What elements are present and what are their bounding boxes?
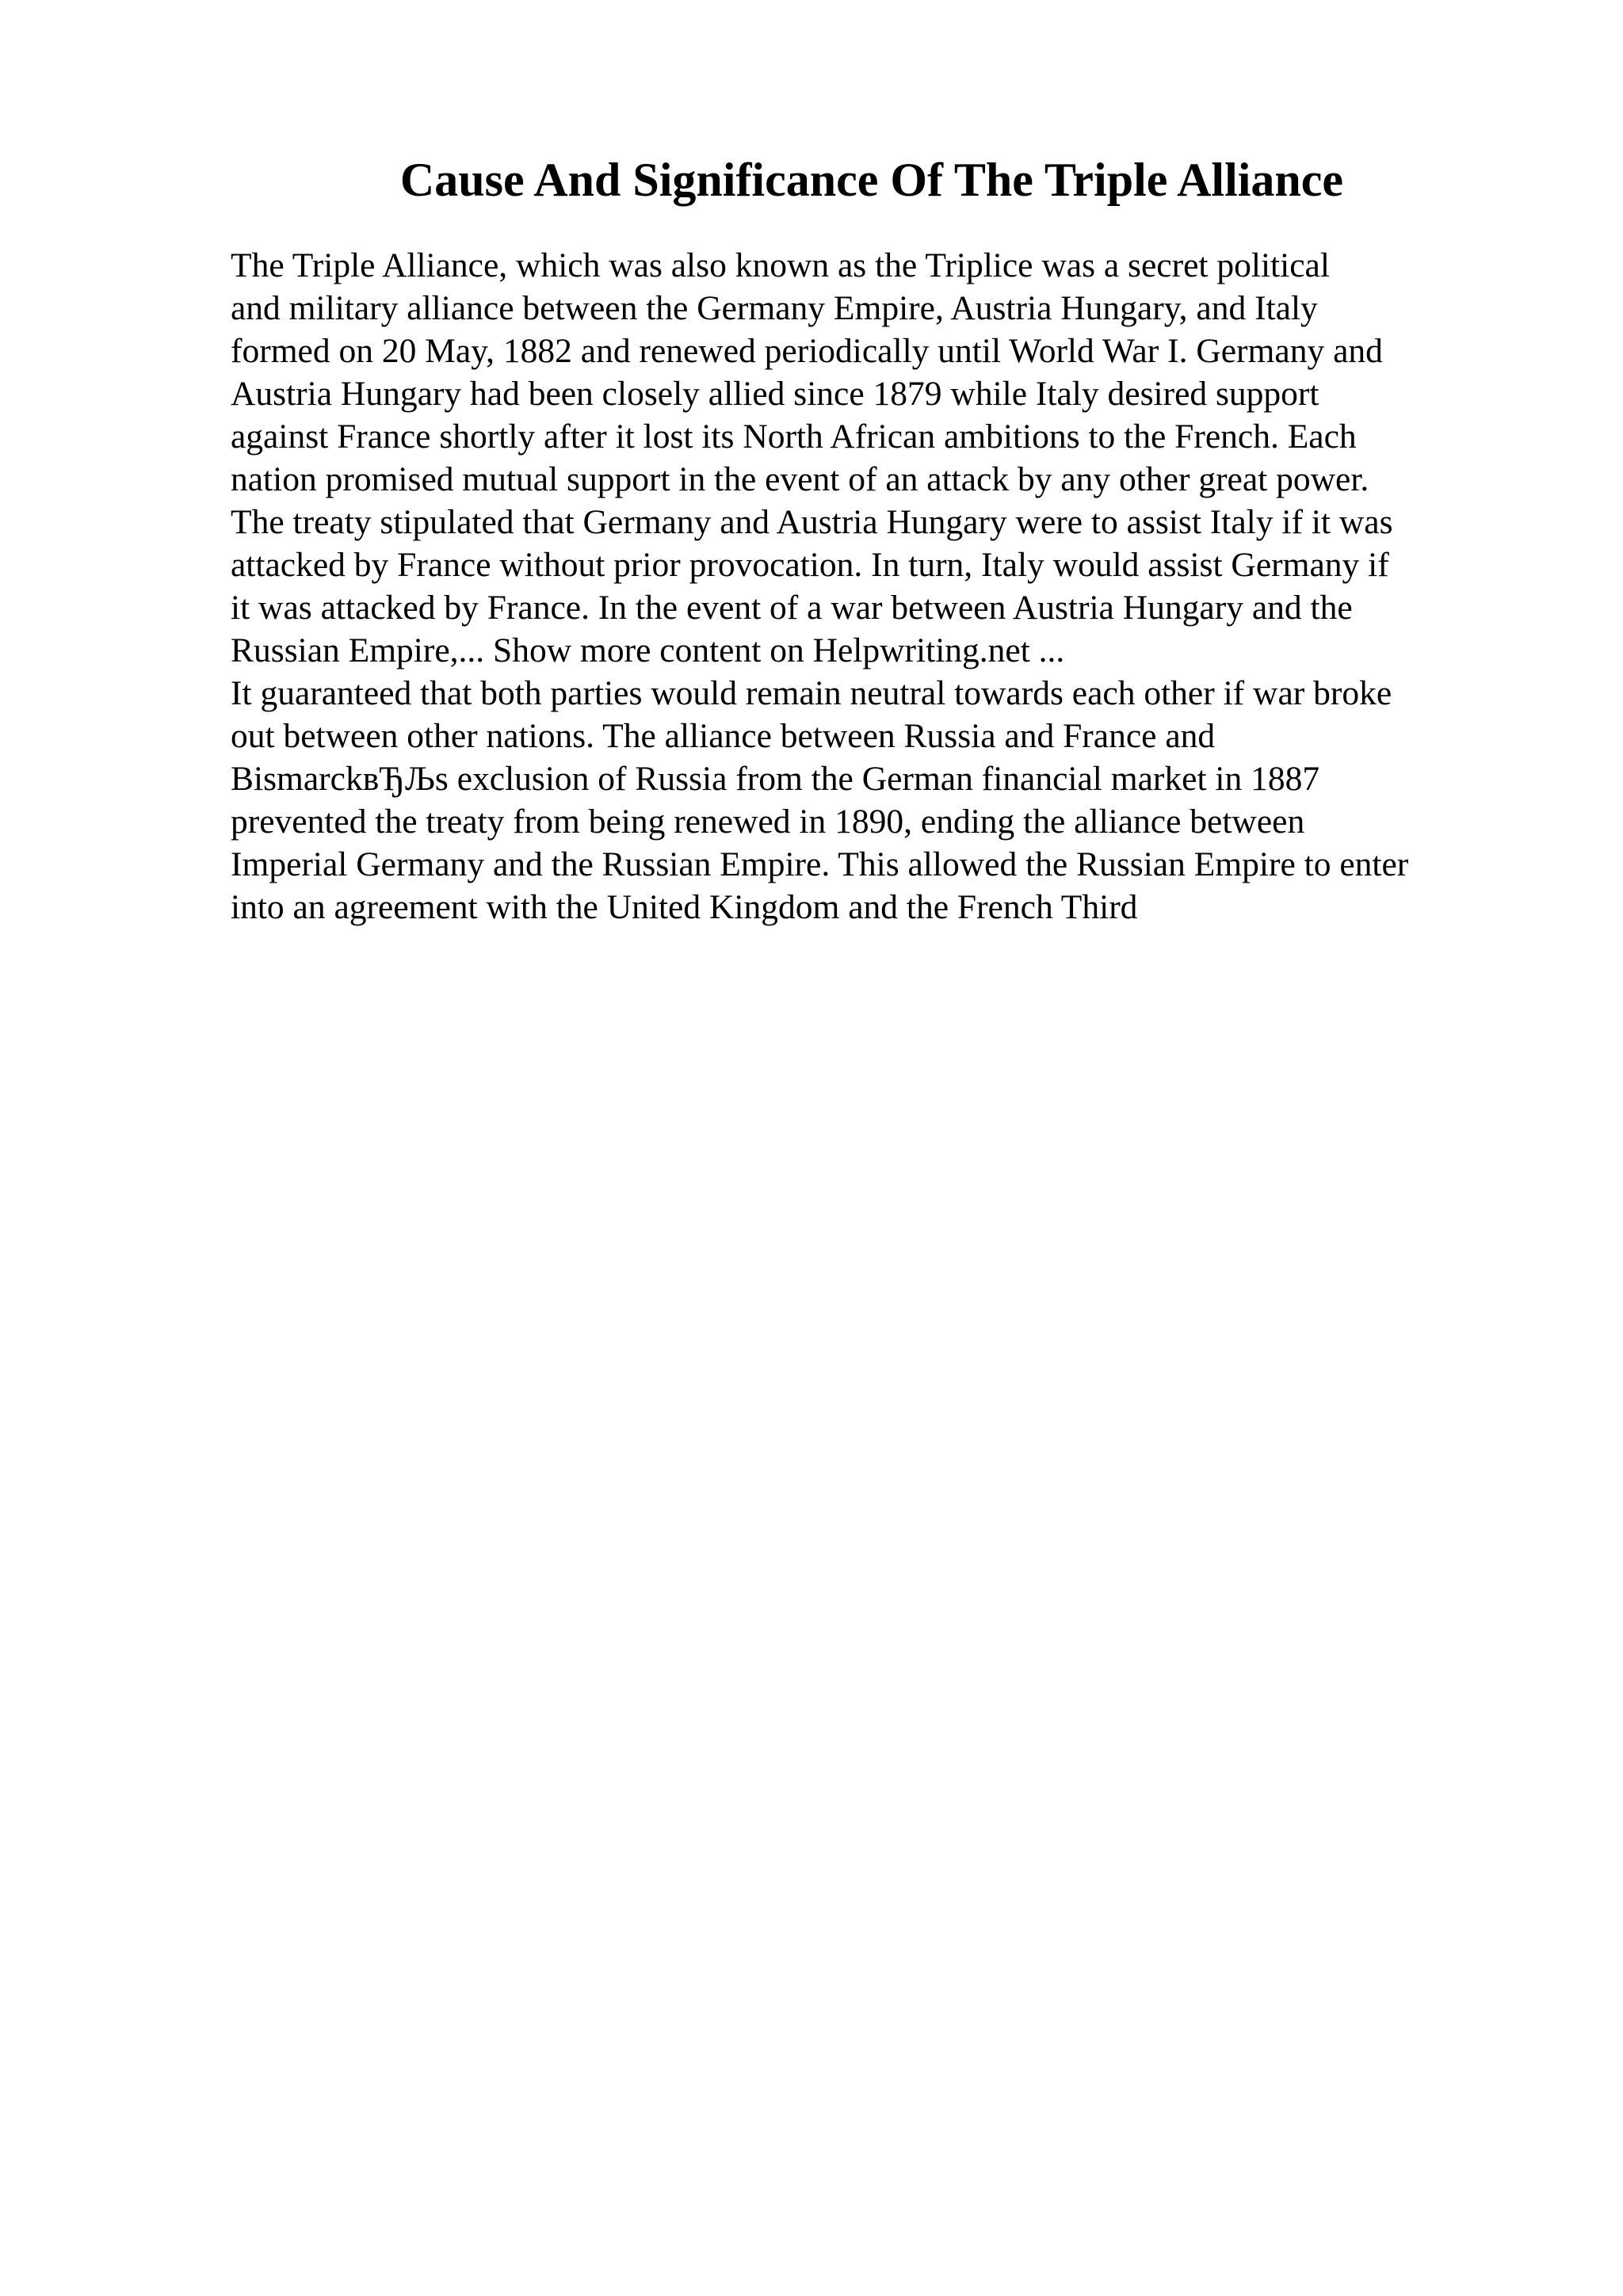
body-line: into an agreement with the United Kingdom and the French Third bbox=[231, 888, 1138, 926]
body-line: Austria Hungary had been closely allied since 1879 while Italy desired support bbox=[231, 375, 1319, 413]
document-title: Cause And Significance Of The Triple Alliance bbox=[399, 154, 1344, 206]
body-line: BismarckвЂЉs exclusion of Russia from the German financial market in 1887 bbox=[231, 760, 1320, 798]
body-line: The Triple Alliance, which was also known as the Triplice was a secret political bbox=[231, 246, 1330, 284]
body-line: formed on 20 May, 1882 and renewed periodically until World War I. Germany and bbox=[231, 332, 1383, 370]
body-line: and military alliance between the Germany Empire, Austria Hungary, and Italy bbox=[231, 289, 1318, 327]
body-line: Imperial Germany and the Russian Empire. This allowed the Russian Empire to enter bbox=[231, 845, 1409, 883]
body-line: out between other nations. The alliance between Russia and France and bbox=[231, 717, 1216, 755]
body-line: attacked by France without prior provocation. In turn, Italy would assist Germany if bbox=[231, 546, 1389, 584]
body-line: The treaty stipulated that Germany and Austria Hungary were to assist Italy if it was bbox=[231, 503, 1393, 541]
body-line: it was attacked by France. In the event of a war between Austria Hungary and the bbox=[231, 589, 1353, 627]
document-body bbox=[231, 244, 1594, 929]
body-line: against France shortly after it lost its North African ambitions to the French. Each bbox=[231, 418, 1357, 456]
body-line: prevented the treaty from being renewed in 1890, ending the alliance between bbox=[231, 803, 1305, 841]
body-line: It guaranteed that both parties would remain neutral towards each other if war broke bbox=[231, 674, 1392, 712]
body-line: nation promised mutual support in the event of an attack by any other great power. bbox=[231, 460, 1369, 498]
body-line: Russian Empire,... Show more content on Helpwriting.net ... bbox=[231, 631, 1065, 669]
